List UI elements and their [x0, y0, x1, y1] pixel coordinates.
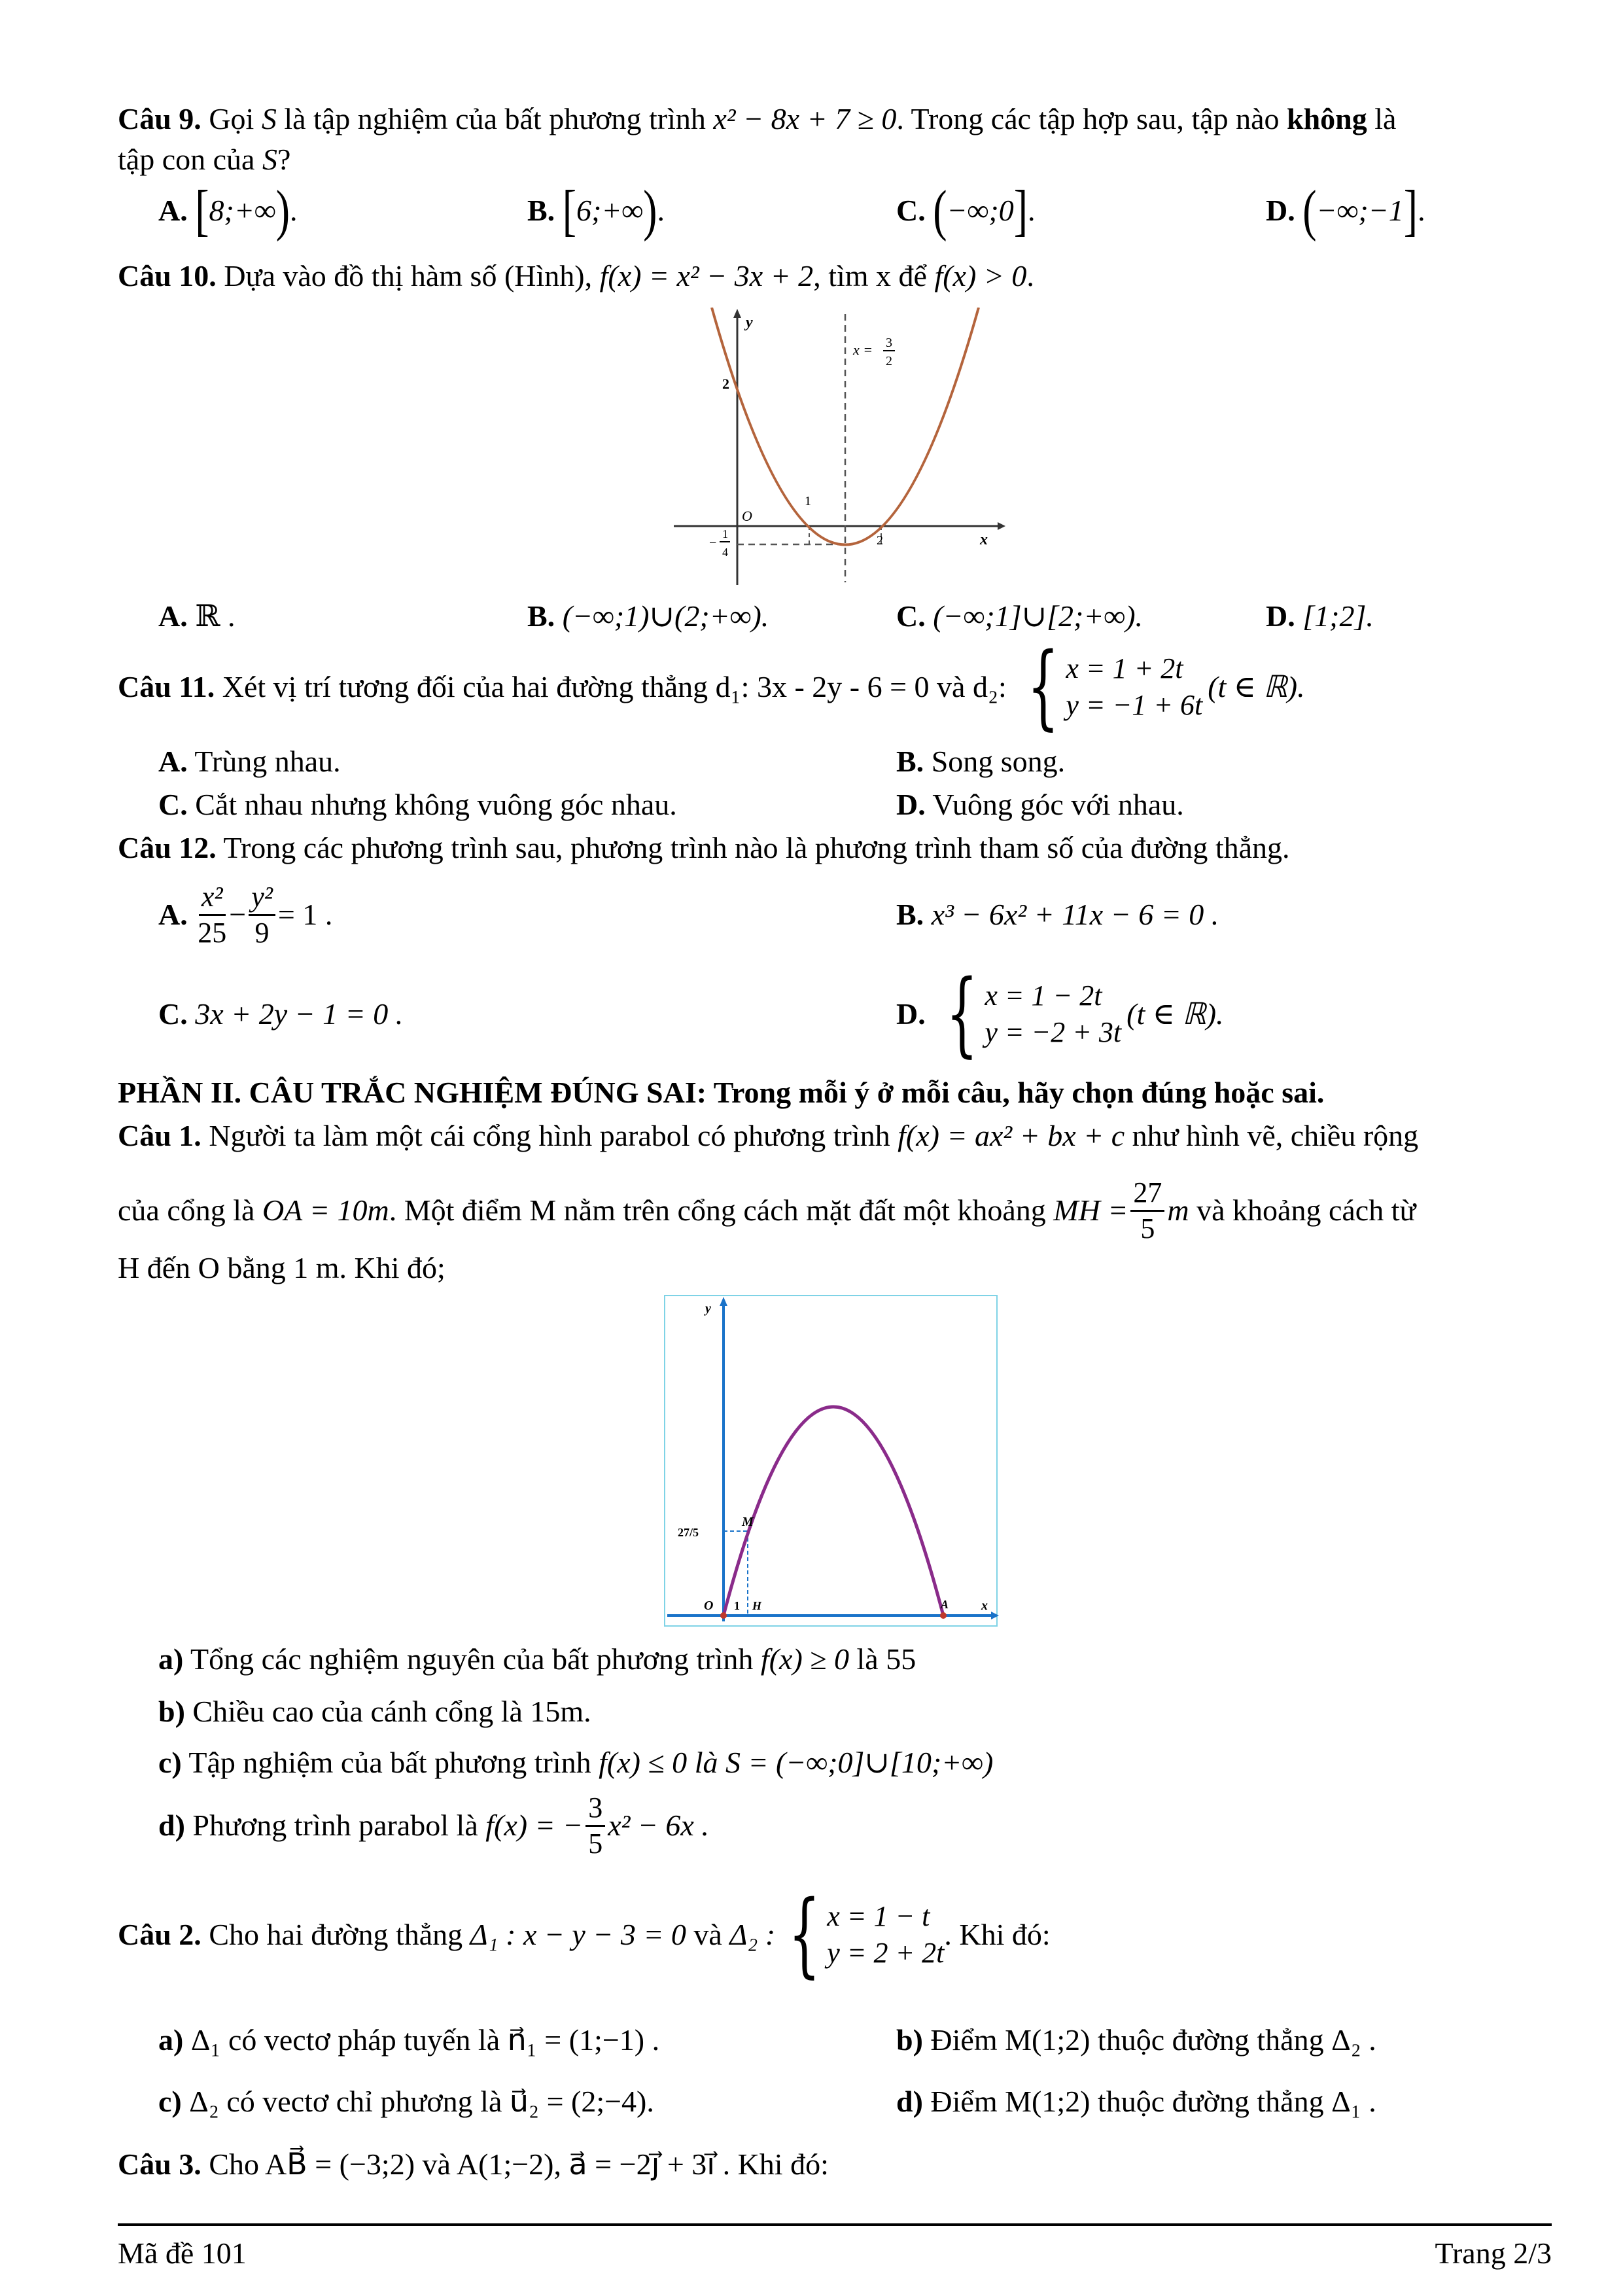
q9-option-a: A. [8;+∞). [158, 179, 298, 242]
p2q2-item-d: d) Điểm M(1;2) thuộc đường thẳng Δ₁ . [896, 2085, 1376, 2118]
p2q3-label: Câu 3. [118, 2147, 201, 2181]
q12-option-c: C. 3x + 2y − 1 = 0 . [158, 997, 404, 1031]
q10-option-c: C. (−∞;1]∪[2;+∞). [896, 599, 1143, 633]
q11-label: Câu 11. [118, 670, 215, 703]
p2q1-y-label: y [705, 1301, 711, 1316]
p2q1-item-c: c) Tập nghiệm của bất phương trình f(x) ≤ 0 là S = (−∞;0]∪[10;+∞) [158, 1746, 994, 1779]
p2q1-item-b: b) Chiều cao của cánh cổng là 15m. [158, 1695, 591, 1728]
q12-option-b: B. x³ − 6x² + 11x − 6 = 0 . [896, 898, 1219, 931]
q10-option-d: D. [1;2]. [1266, 599, 1374, 633]
p2q2-item-a: a) Δ₁ có vectơ pháp tuyến là n⃗₁ = (1;−1) . [158, 2023, 660, 2057]
p2q2-item-c: c) Δ₂ có vectơ chỉ phương là u⃗₂ = (2;−4). [158, 2085, 654, 2118]
q11-system: { x = 1 + 2t y = −1 + 6t [1027, 633, 1203, 740]
q10-label: Câu 10. [118, 259, 217, 292]
q10-vert-minus: − [709, 536, 717, 550]
q11-option-c: C. Cắt nhau nhưng không vuông góc nhau. [158, 788, 677, 821]
p2q1-y-arrow-icon [720, 1297, 727, 1306]
q12-option-d: D. { x = 1 − 2t y = −2 + 3t (t ∈ ℝ). [896, 961, 1224, 1067]
p2q1-line3: H đến O bằng 1 m. Khi đó; [118, 1251, 445, 1284]
p2q2-item-b: b) Điểm M(1;2) thuộc đường thẳng Δ₂ . [896, 2023, 1376, 2057]
q9-line1: Câu 9. Gọi S là tập nghiệm của bất phương trình x² − 8x + 7 ≥ 0. Trong các tập hợp sau, tập nào không là [118, 102, 1397, 135]
q9-line2: tập con của S? [118, 143, 291, 176]
q10-origin-label: O [742, 508, 752, 524]
q10-option-a: A. ℝ . [158, 599, 236, 633]
q12-label: Câu 12. [118, 831, 217, 864]
q10-line1: Câu 10. Dựa vào đồ thị hàm số (Hình), f(x) = x² − 3x + 2, tìm x để f(x) > 0. [118, 259, 1034, 292]
p2q1-o-label: O [704, 1598, 714, 1613]
p2q2-label: Câu 2. [118, 1918, 201, 1951]
q9-inequality: x² − 8x + 7 ≥ 0 [713, 102, 897, 135]
part2-title: PHẦN II. CÂU TRẮC NGHIỆM ĐÚNG SAI: Trong mỗi ý ở mỗi câu, hãy chọn đúng hoặc sai. [118, 1076, 1325, 1109]
q10-vert-den: 4 [722, 546, 728, 559]
q10-tick-x1: 1 [805, 494, 811, 508]
q10-y-arrow-icon [733, 309, 741, 318]
q11-option-a: A. Trùng nhau. [158, 745, 341, 778]
q9-option-d: D. (−∞;−1]. [1266, 179, 1425, 242]
q10-x-label: x [980, 531, 988, 548]
p2q1-a-label: A [941, 1598, 949, 1611]
p2q1-gate-graph [661, 1294, 1001, 1628]
p2q1-h-label: H [752, 1599, 762, 1612]
p2q1-item-d: d) Phương trình parabol là f(x) = − $\frac{3}{5}$ x² − 6x . [158, 1791, 709, 1860]
p2q1-point-o [720, 1612, 727, 1619]
q10-axis-num: 3 [886, 336, 892, 350]
p2q2-line1: Câu 2. Cho hai đường thẳng Δ₁ : x − y − 3 = 0 và Δ₂ : { x = 1 − t y = 2 + 2t . Khi đó: [118, 1881, 1051, 1988]
q10-axis-eq: x = [853, 342, 873, 358]
p2q1-label: Câu 1. [118, 1119, 201, 1152]
q9-label: Câu 9. [118, 102, 201, 135]
q10-tick-y2: 2 [722, 376, 729, 392]
footer-rule [118, 2223, 1552, 2226]
q12-option-a: A. $\frac{\text{x²}}{25}$ − $\frac{\text{y²}}{9}$ = 1 . [158, 880, 333, 949]
p2q1-graph-frame [665, 1296, 997, 1626]
p2q1-x-arrow-icon [991, 1612, 999, 1619]
q10-parabola-graph [667, 308, 1007, 589]
q10-y-label: y [746, 314, 753, 331]
p2q1-y-tick: 27/5 [678, 1526, 699, 1539]
p2q1-line2: của cổng là OA = 10m . Một điểm M nằm trên cổng cách mặt đất một khoảng MH = $\frac{27}{5}$ m và khoảng cách từ [118, 1176, 1416, 1245]
q11-line1: Câu 11. Xét vị trí tương đối của hai đường thẳng d₁: 3x - 2y - 6 = 0 và d₂: { x = 1 + 2t y = −1 + 6t (t ∈ ℝ). [118, 633, 1305, 740]
footer-page: Trang 2/3 [1435, 2236, 1552, 2270]
p2q1-one-label: 1 [734, 1599, 740, 1612]
q9-option-c: C. (−∞;0]. [896, 179, 1036, 242]
q10-option-b: B. (−∞;1)∪(2;+∞). [527, 599, 769, 633]
p2q1-item-a: a) Tổng các nghiệm nguyên của bất phương trình f(x) ≥ 0 là 55 [158, 1642, 916, 1676]
q9-option-b: B. [6;+∞). [527, 179, 665, 242]
p2q3-line1: Câu 3. Cho AB⃗ = (−3;2) và A(1;−2), a⃗ = −2j⃗ + 3i⃗ . Khi đó: [118, 2147, 829, 2181]
q10-axis-den: 2 [886, 354, 892, 368]
p2q1-x-label: x [981, 1598, 988, 1613]
p2q1-point-a [940, 1612, 947, 1619]
q11-option-b: B. Song song. [896, 745, 1066, 778]
p2q1-m-label: M [742, 1515, 754, 1529]
q12-line1: Câu 12. Trong các phương trình sau, phương trình nào là phương trình tham số của đường thẳng. [118, 831, 1290, 864]
p2q1-parabola-curve [724, 1407, 943, 1616]
q11-option-d: D. Vuông góc với nhau. [896, 788, 1184, 821]
footer-code: Mã đề 101 [118, 2236, 247, 2270]
q10-vert-num: 1 [722, 527, 728, 540]
p2q1-line1: Câu 1. Người ta làm một cái cổng hình parabol có phương trình f(x) = ax² + bx + c như hình vẽ, chiều rộng [118, 1119, 1419, 1152]
q10-x-arrow-icon [998, 522, 1005, 530]
q10-tick-x2: 2 [877, 533, 883, 548]
